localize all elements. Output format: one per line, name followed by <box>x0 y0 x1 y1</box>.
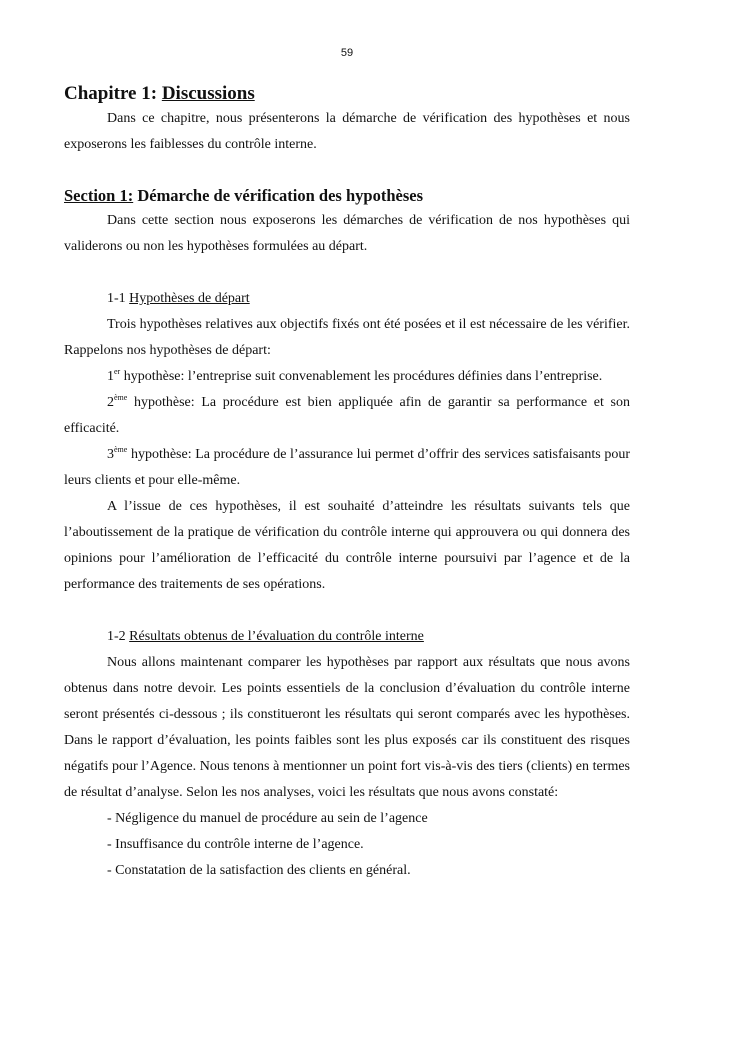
section-title <box>64 184 630 208</box>
chapter-title <box>64 82 630 106</box>
spacer <box>64 598 630 624</box>
chapter-prefix: Chapitre 1: <box>64 83 162 104</box>
hypothesis-number: 2 <box>107 395 114 410</box>
hypothesis-number: 1 <box>107 369 114 384</box>
hypothesis-3 <box>64 442 630 494</box>
subsection-number: 1-2 <box>107 629 130 644</box>
page-content <box>64 82 630 884</box>
spacer <box>64 158 630 184</box>
hypothesis-1 <box>64 364 630 390</box>
hypothesis-text: hypothèse: La procédure est bien appliquée afin de garantir sa performance et son efficacité. <box>64 395 630 436</box>
subsection-heading-1-2 <box>64 624 630 650</box>
section-name: Démarche de vérification des hypothèses <box>133 186 423 205</box>
chapter-name: Discussions <box>161 83 255 104</box>
results-paragraph: Nous allons maintenant comparer les hypothèses par rapport aux résultats que nous avons obtenus dans notre devoir. Les points essentiels de la conclusion d’évaluation du contrôle interne seront présentés ci-dessous ; ils constitueront les résultats qui seront comparés avec les hypothèses. Dans le rapport d’évaluation, les points faibles sont les plus exposés car ils constituent des risques négatifs pour l’Agence. Nous tenons à mentionner un point fort vis-à-vis des tiers (clients) en termes de résultat d’analyse. Selon les nos analyses, voici les résultats que nous avons constaté: <box>64 655 630 800</box>
subsection-number: 1-1 <box>107 291 130 306</box>
hypothesis-2 <box>64 390 630 442</box>
subsection-title: Hypothèses de départ <box>129 291 250 306</box>
subsection-title: Résultats obtenus de l’évaluation du contrôle interne <box>129 629 424 644</box>
ordinal-suffix: ème <box>114 445 128 454</box>
result-item: - Constatation de la satisfaction des clients en général. <box>107 863 411 878</box>
subsection-heading-1-1 <box>64 286 630 312</box>
result-item: - Négligence du manuel de procédure au sein de l’agence <box>107 811 428 826</box>
hypothesis-text: hypothèse: l’entreprise suit convenablement les procédures définies dans l’entreprise. <box>120 369 603 384</box>
page-number: 59 <box>340 47 354 59</box>
spacer <box>64 260 630 286</box>
ordinal-suffix: ème <box>114 393 128 402</box>
result-item: - Insuffisance du contrôle interne de l’agence. <box>107 837 364 852</box>
hypothesis-number: 3 <box>107 447 114 462</box>
chapter-intro: Dans ce chapitre, nous présenterons la démarche de vérification des hypothèses et nous exposerons les faiblesses du contrôle interne. <box>64 111 630 152</box>
section-intro: Dans cette section nous exposerons les démarches de vérification de nos hypothèses qui validerons ou non les hypothèses formulées au départ. <box>64 213 630 254</box>
ordinal-suffix: er <box>114 367 121 376</box>
hypotheses-intro: Trois hypothèses relatives aux objectifs fixés ont été posées et il est nécessaire de les vérifier. Rappelons nos hypothèses de départ: <box>64 317 630 358</box>
hypotheses-conclusion: A l’issue de ces hypothèses, il est souhaité d’atteindre les résultats suivants tels que l’aboutissement de la pratique de vérification du contrôle interne qui approuvera ou qui donnera des opinions pour l’amélioration de l’efficacité du contrôle interne poursuivi par l’agence et de la performance des traitements de ses opérations. <box>64 499 630 592</box>
hypothesis-text: hypothèse: La procédure de l’assurance lui permet d’offrir des services satisfaisants pour leurs clients et pour elle-même. <box>64 447 630 488</box>
section-prefix: Section 1: <box>64 186 134 205</box>
